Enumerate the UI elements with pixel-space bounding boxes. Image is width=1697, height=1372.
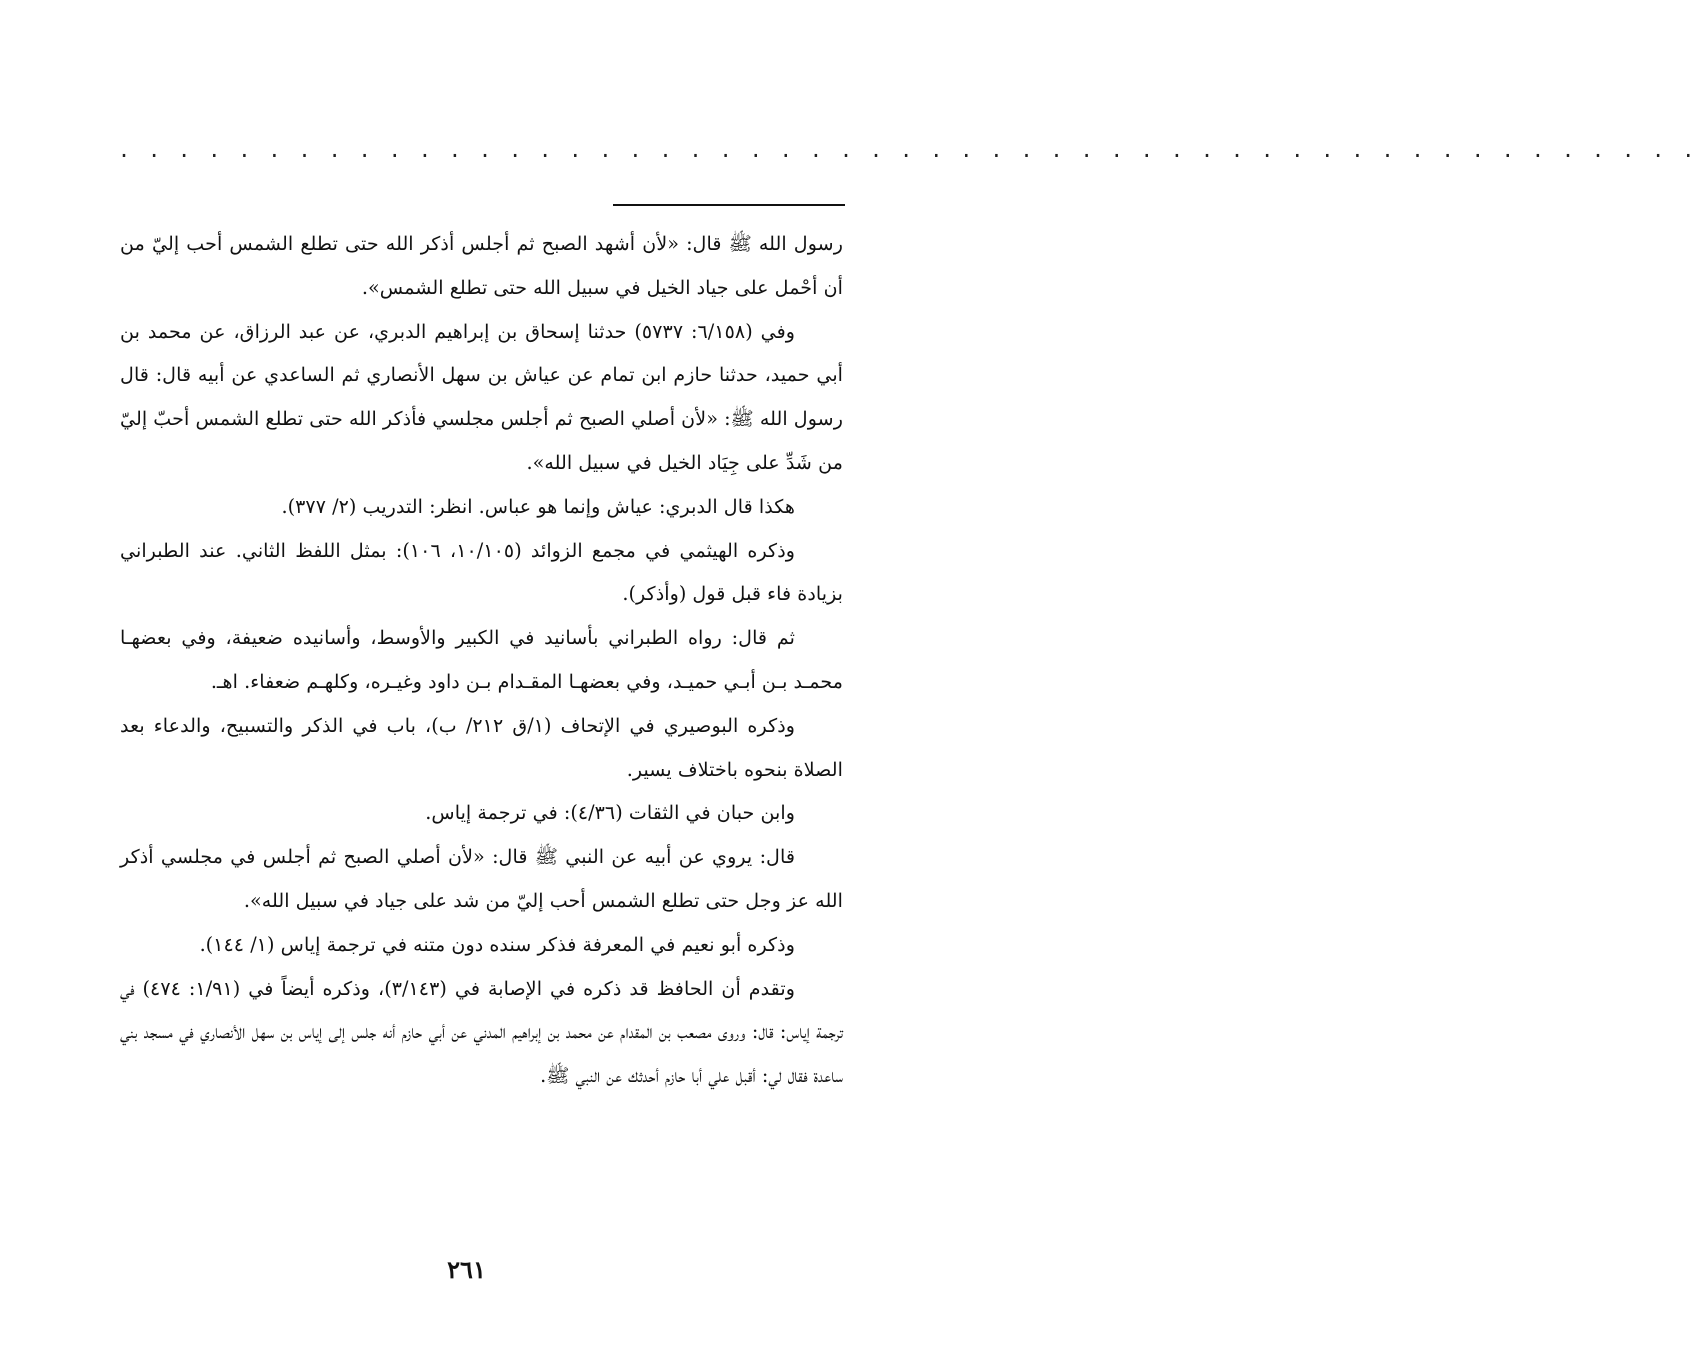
paragraph-8: قال: يروي عن أبيه عن النبي ﷺ قال: «لأن أصلي الصبح ثم أجلس في مجلسي أذكر الله عز وجل حتى تطلع الشمس أحب إليّ من شد على جياد في سبيل الله». — [120, 845, 843, 912]
paragraph-6: وذكره البوصيري في الإتحاف (١/ق ٢١٢/ ب)، باب في الذكر والتسبيح، والدعاء بعد الصلاة بنحوه باختلاف يسير. — [120, 713, 843, 781]
paragraph-3: هكذا قال الدبري: عياش وإنما هو عباس. انظر: التدريب (٢/ ٣٧٧). — [281, 494, 795, 518]
footnote-text-block — [120, 222, 843, 1098]
paragraph-5: ثم قال: رواه الطبراني بأسانيد في الكبير والأوسط، وأسانيده ضعيفة، وفي بعضهـا محمـد بـن أبـي حميـد، وفي بعضهـا المقـدام بـن داود وغيـره، وكلهـم ضعفاء. اهـ. — [120, 626, 843, 693]
paragraph-9: وذكره أبو نعيم في المعرفة فذكر سنده دون متنه في ترجمة إياس (١/ ١٤٤). — [199, 932, 795, 956]
paragraph-10: وتقدم أن الحافظ قد ذكره في الإصابة في (٣/١٤٣)، وذكره أيضاً في (١/٩١: ٤٧٤) في ترجمة إياس: قال: وروى مصعب بن المقدام عن محمد بن إبراهيم المدني عن أبي حازم أنه جلس إلى إياس بن سهل الأنصاري في مسجد بني ساعدة فقال لي: أقبل علي أبا حازم أحدثك عن النبي ﷺ. — [120, 976, 843, 1088]
paragraph-4: وذكره الهيثمي في مجمع الزوائد (١٠/١٠٥، ١٠٦): بمثل اللفظ الثاني. عند الطبراني بزيادة فاء قبل قول (وأذكر). — [120, 538, 843, 606]
dotted-separator: . . . . . . . . . . . . . . . . . . . . . . . . . . . . . . . . . . . . . . . . . . . . . . . . . . . . . — [118, 138, 1697, 162]
paragraph-2: وفي (٦/١٥٨: ٥٧٣٧) حدثنا إسحاق بن إبراهيم الدبري، عن عبد الرزاق، عن محمد بن أبي حميد، حدثنا حازم ابن تمام عن عياش بن سهل الأنصاري ثم الساعدي عن أبيه قال: قال رسول الله ﷺ: «لأن أصلي الصبح ثم أجلس مجلسي فأذكر الله حتى تطلع الشمس أحبّ إليّ من شَدِّ على جِيَاد الخيل في سبيل الله». — [120, 319, 843, 474]
footnote-rule — [613, 204, 845, 206]
page-number: ٢٦١ — [447, 1255, 486, 1284]
paragraph-7: وابن حبان في الثقات (٤/٣٦): في ترجمة إياس. — [425, 801, 795, 825]
paragraph-1: رسول الله ﷺ قال: «لأن أشهد الصبح ثم أجلس أذكر الله حتى تطلع الشمس أحب إليّ من أن أحْمل على جياد الخيل في سبيل الله حتى تطلع الشمس». — [120, 232, 843, 299]
